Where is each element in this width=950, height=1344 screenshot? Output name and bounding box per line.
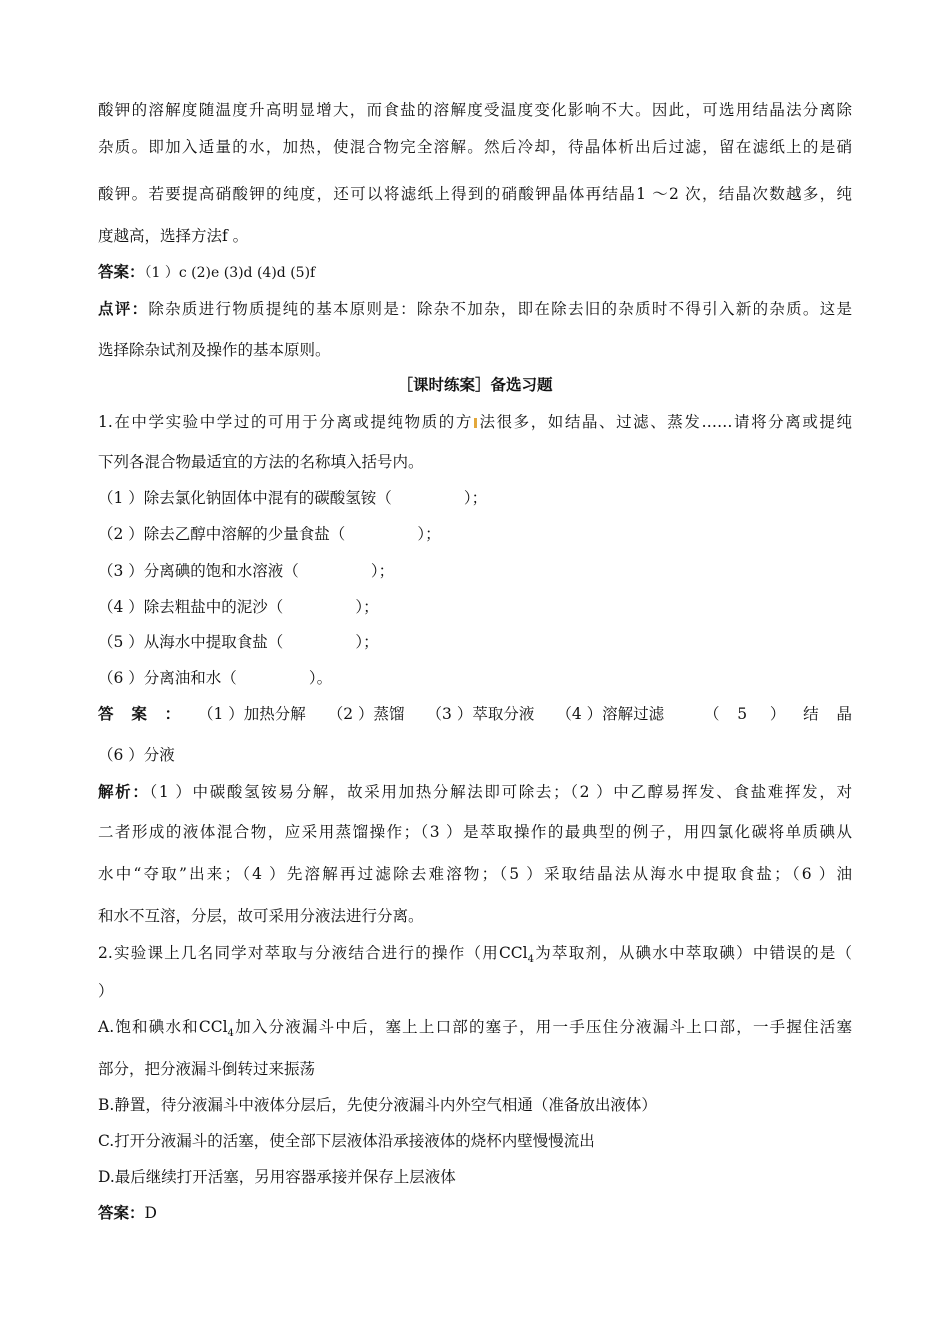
intro-line-4: 度越高，选择方法f 。: [98, 227, 249, 245]
q1-item-end: ）；: [463, 489, 488, 507]
q1-item-text: 分离油和水（: [143, 669, 237, 687]
q1-item-end: ）；: [370, 562, 395, 580]
q1-answer-4: （4 ）溶解过滤: [556, 705, 665, 723]
q1-answer-3: （3 ）萃取分液: [426, 705, 535, 723]
q1-item-text: 分离碘的饱和水溶液（: [143, 562, 299, 580]
q1-answer-1: （1 ）加热分解: [197, 705, 306, 723]
section-title: ［课时练案］备选习题: [397, 375, 553, 394]
comment-line-2: 选择除杂试剂及操作的基本原则。: [98, 341, 331, 359]
q2-stem-a: 2.实验课上几名同学对萃取与分液结合进行的操作（用CCl: [98, 944, 528, 962]
q1-item-end: ）；: [417, 525, 441, 543]
q2-stem-b: 为萃取剂，从碘水中萃取碘）中错误的是（: [534, 944, 852, 962]
q1-item-num: （4 ）: [98, 598, 144, 616]
q2-option-a-a: A.饱和碘水和CCl: [98, 1018, 228, 1036]
q2-stem-sub: 4: [527, 954, 535, 966]
q1-item-4: [98, 597, 379, 617]
q1-item-num: （1 ）: [98, 489, 144, 507]
answer-text: （1 ）c (2)e (3)d (4)d (5)f: [144, 265, 316, 281]
intro-line-3: 酸钾。若要提高硝酸钾的纯度，还可以将滤纸上得到的硝酸钾晶体再结晶1 ～2 次，结晶次数越多，纯: [98, 185, 852, 203]
q2-option-a-b: 加入分液漏斗中后，塞上上口部的塞子，用一手压住分液漏斗上口部，一手握住活塞: [233, 1018, 852, 1036]
q2-answer-text: D: [144, 1204, 157, 1222]
q1-item-5: [98, 632, 379, 652]
q1-item-text: 除去粗盐中的泥沙（: [143, 598, 284, 616]
q1-item-num: （6 ）: [98, 669, 144, 687]
answer-label: 答案：: [98, 1204, 145, 1222]
answer-1: [98, 262, 315, 283]
q1-item-text: 除去乙醇中溶解的少量食盐（: [143, 525, 346, 543]
q1-item-num: （5 ）: [98, 633, 144, 651]
q1-item-3: [98, 561, 394, 581]
q1-analysis-line-2: 二者形成的液体混合物，应采用蒸馏操作；（3 ）是萃取操作的最典型的例子，用四氯化碳将单质碘从: [98, 823, 852, 841]
q1-answer-5: （5 ）结晶: [686, 705, 852, 723]
analysis-text-1: （1 ）中碳酸氢铵易分解，故采用加热分解法即可除去；（2 ）中乙醇易挥发、食盐难挥发，对: [149, 783, 852, 801]
q1-analysis-line-1: [98, 782, 852, 802]
q2-stem: [98, 943, 852, 970]
answer-label: 答案：: [98, 263, 145, 281]
q1-item-num: （3 ）: [98, 562, 144, 580]
q2-option-a-line-1: [98, 1017, 852, 1044]
q2-answer: [98, 1203, 157, 1223]
q2-option-a-sub: 4: [227, 1028, 234, 1040]
q1-line-1a: 1.在中学实验中学过的可用于分离或提纯物质的方: [98, 413, 473, 431]
q1-item-end: ）；: [355, 598, 379, 616]
cursor-mark: [474, 418, 477, 428]
q1-item-6: [98, 668, 332, 688]
q1-answer-2: （2 ）蒸馏: [327, 705, 405, 723]
comment-text-1: 除杂质进行物质提纯的基本原则是：除杂不加杂，即在除去旧的杂质时不得引入新的杂质。这是: [148, 300, 852, 318]
intro-line-1: 酸钾的溶解度随温度升高明显增大，而食盐的溶解度受温度变化影响不大。因此，可选用结晶法分离除: [98, 101, 852, 119]
intro-line-2: 杂质。即加入适量的水，加热，使混合物完全溶解。然后冷却，待晶体析出后过滤，留在滤纸上的是硝: [98, 138, 852, 156]
q1-line-1b: 法很多，如结晶、过滤、蒸发……请将分离或提纯: [477, 413, 852, 431]
q1-line-1: [98, 412, 852, 432]
comment-label: 点评：: [98, 300, 149, 318]
q1-analysis-line-4: 和水不互溶，分层，故可采用分液法进行分离。: [98, 907, 424, 925]
q1-answer-line-1: [98, 704, 852, 724]
q2-option-d: D.最后继续打开活塞，另用容器承接并保存上层液体: [98, 1168, 456, 1186]
answer-label: 答案：: [98, 705, 198, 723]
q1-item-end: ）。: [308, 669, 333, 687]
q1-item-1: [98, 488, 487, 508]
comment-line-1: [98, 299, 852, 319]
q1-line-2: 下列各混合物最适宜的方法的名称填入括号内。: [98, 453, 424, 471]
q2-stem-end: ）: [98, 982, 114, 1000]
q1-item-num: （2 ）: [98, 525, 144, 543]
q1-item-2: [98, 524, 441, 544]
q1-answer-6: （6 ）分液: [98, 746, 175, 764]
analysis-label: 解析：: [98, 783, 150, 801]
q1-analysis-line-3: 水中“夺取”出来；（4 ）先溶解再过滤除去难溶物；（5 ）采取结晶法从海水中提取食盐；（6 ）油: [98, 865, 852, 883]
q1-item-text: 从海水中提取食盐（: [143, 633, 284, 651]
q2-option-b: B.静置，待分液漏斗中液体分层后，先使分液漏斗内外空气相通（准备放出液体）: [98, 1096, 657, 1114]
q2-option-c: C.打开分液漏斗的活塞，使全部下层液体沿承接液体的烧杯内壁慢慢流出: [98, 1132, 595, 1150]
q1-item-end: ）；: [355, 633, 379, 651]
q2-option-a-line-2: 部分，把分液漏斗倒转过来振荡: [98, 1060, 316, 1078]
q1-item-text: 除去氯化钠固体中混有的碳酸氢铵（: [143, 489, 392, 507]
